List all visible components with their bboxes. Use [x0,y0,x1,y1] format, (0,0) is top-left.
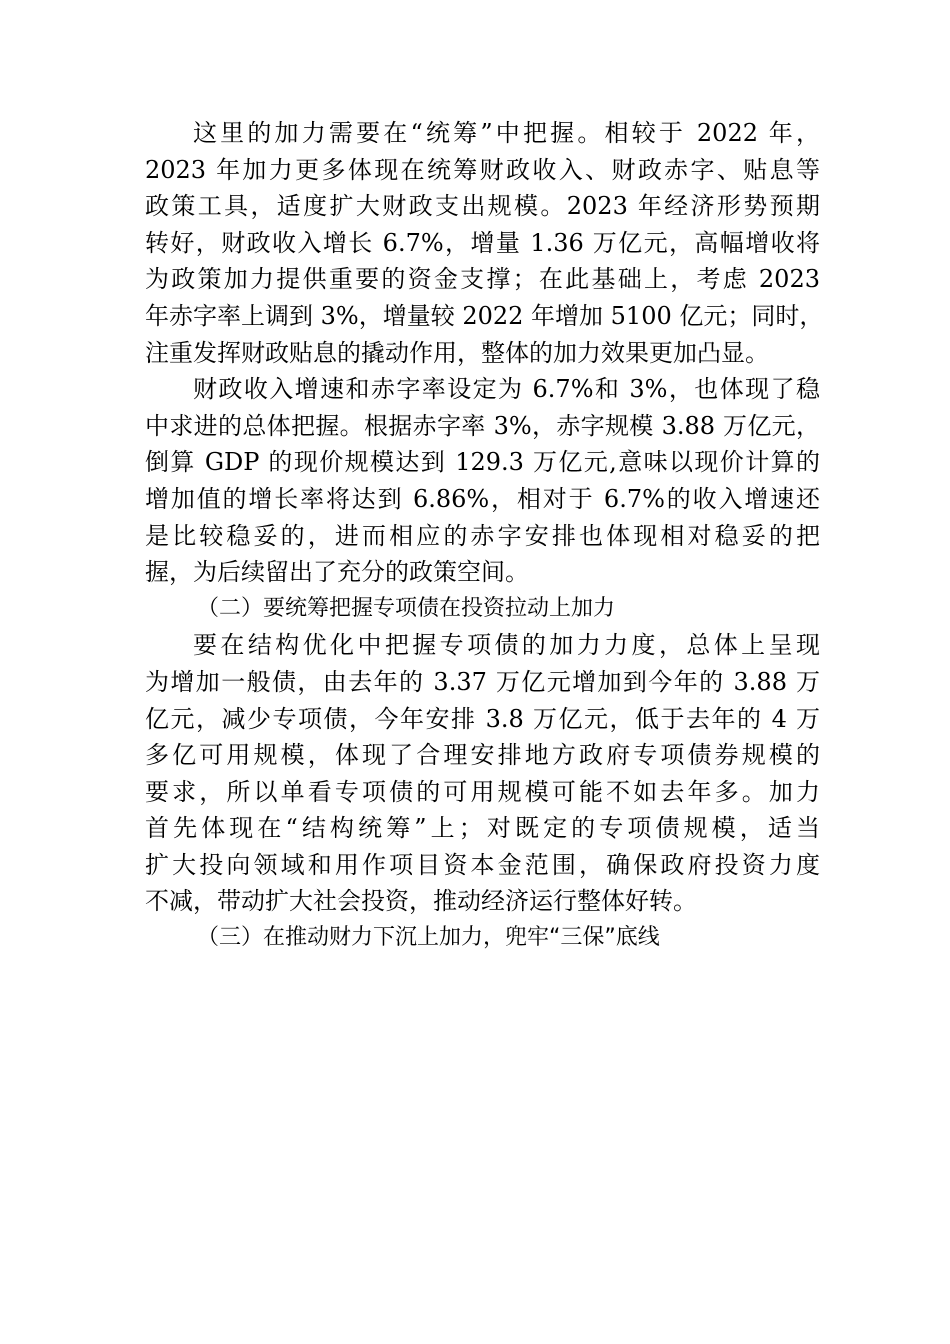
paragraph-line: 首先体现在“结构统筹”上；对既定的专项债规模，适当 [145,814,820,843]
paragraph-line: 不减，带动扩大社会投资，推动经济运行整体好转。 [145,887,697,916]
paragraph-line: 握，为后续留出了充分的政策空间。 [145,558,529,587]
paragraph-line: 年赤字率上调到 3%，增量较 2022 年增加 5100 亿元；同时， [145,301,824,330]
paragraph-line: 财政收入增速和赤字率设定为 6.7%和 3%，也体现了稳 [193,375,820,404]
paragraph-line: 要在结构优化中把握专项债的加力力度，总体上呈现 [193,631,820,660]
paragraph-line: 中求进的总体把握。根据赤字率 3%，赤字规模 3.88 万亿元， [145,411,820,440]
paragraph-line: 倒算 GDP 的现价规模达到 129.3 万亿元,意味以现价计算的 [145,448,820,477]
paragraph-line: 是比较稳妥的，进而相应的赤字安排也体现相对稳妥的把 [145,521,820,550]
paragraph-2 [145,371,820,591]
paragraph-line: 要求，所以单看专项债的可用规模可能不如去年多。加力 [145,777,820,806]
document-body [145,115,824,957]
paragraph-line: 2023 年加力更多体现在统筹财政收入、财政赤字、贴息等 [145,155,820,184]
paragraph-line: 转好，财政收入增长 6.7%，增量 1.36 万亿元，高幅增收将 [145,228,820,257]
paragraph-line: 增加值的增长率将达到 6.86%，相对于 6.7%的收入增速还 [145,484,820,513]
paragraph-line: 为政策加力提供重要的资金支撑；在此基础上，考虑 2023 [145,265,820,294]
paragraph-line: 多亿可用规模，体现了合理安排地方政府专项债券规模的 [145,741,820,770]
paragraph-line: 亿元，减少专项债，今年安排 3.8 万亿元，低于去年的 4 万 [145,704,820,733]
paragraph-line: 注重发挥财政贴息的撬动作用，整体的加力效果更加凸显。 [145,338,769,367]
paragraph-line: 扩大投向领域和用作项目资本金范围，确保政府投资力度 [145,850,820,879]
section-heading-3: （三）在推动财力下沉上加力，兜牢“三保”底线 [197,925,660,951]
paragraph-line: 为增加一般债，由去年的 3.37 万亿元增加到今年的 3.88 万 [145,667,820,696]
paragraph-line: 这里的加力需要在“统筹”中把握。相较于 2022 年， [193,119,820,147]
section-heading-2: （二）要统筹把握专项债在投资拉动上加力 [197,595,616,621]
paragraph-3 [145,627,820,920]
paragraph-line: 政策工具，适度扩大财政支出规模。2023 年经济形势预期 [145,192,820,221]
paragraph-1 [145,115,824,371]
